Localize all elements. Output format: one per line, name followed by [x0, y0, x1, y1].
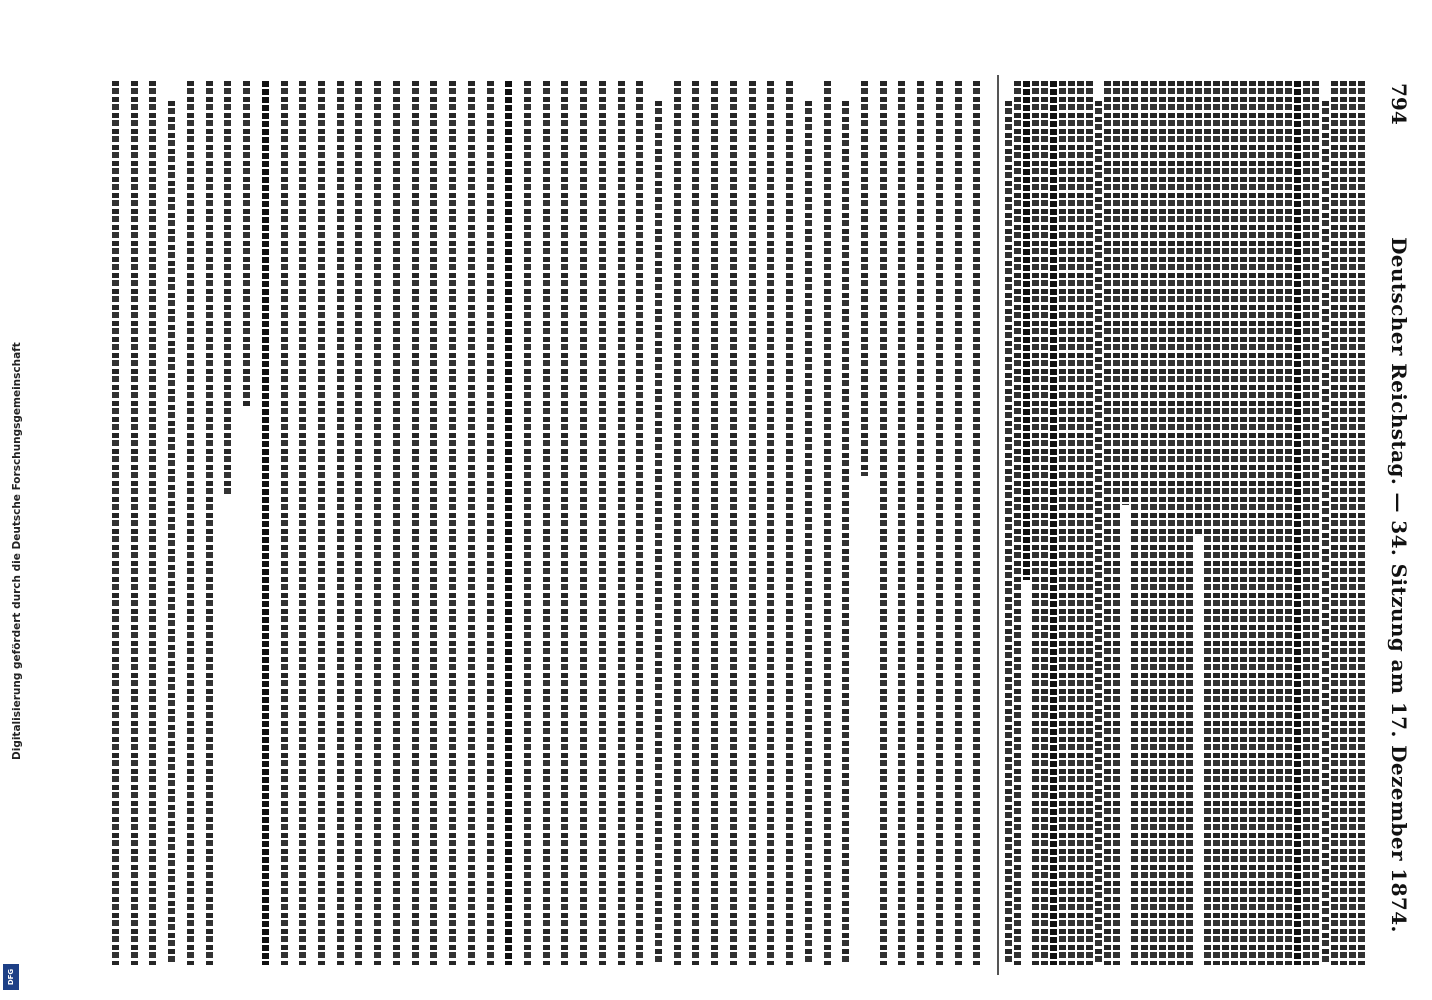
text-line	[299, 81, 306, 965]
text-line	[1104, 81, 1111, 965]
text-line	[1186, 81, 1193, 965]
text-line	[430, 81, 437, 965]
text-line	[561, 81, 568, 965]
text-line	[524, 81, 531, 965]
text-line	[150, 81, 157, 965]
text-line	[1358, 81, 1365, 965]
text-line	[1322, 101, 1329, 965]
text-line	[1177, 81, 1184, 965]
text-line	[692, 81, 699, 965]
text-line	[131, 81, 138, 965]
text-line	[1141, 81, 1148, 965]
text-line	[1349, 81, 1356, 965]
text-line	[449, 81, 456, 965]
text-line	[1340, 81, 1347, 965]
page-header	[1371, 75, 1415, 975]
column-divider	[997, 75, 999, 975]
text-line	[112, 81, 119, 965]
credit-strip	[0, 0, 22, 1000]
text-line	[281, 81, 288, 965]
text-line	[318, 81, 325, 965]
text-line	[1213, 81, 1220, 965]
text-line	[749, 81, 756, 965]
text-line	[1258, 81, 1265, 965]
text-line	[767, 81, 774, 965]
page-title: Deutscher Reichstag. — 34. Sitzung am 17. Dezember 1874.	[1387, 237, 1411, 933]
digitization-credit: Digitalisierung gefördert durch die Deutsche Forschungsgemeinschaft	[11, 342, 23, 760]
text-line	[936, 81, 943, 965]
text-line	[1059, 81, 1066, 965]
text-line	[1294, 81, 1301, 965]
text-line	[599, 81, 606, 965]
text-line	[898, 81, 905, 965]
text-line	[1150, 81, 1157, 965]
text-line	[355, 81, 362, 965]
text-line	[1005, 101, 1012, 965]
text-line	[1050, 81, 1057, 965]
text-line	[1032, 81, 1039, 965]
text-line	[1313, 81, 1320, 965]
text-line	[543, 81, 550, 965]
text-line	[805, 101, 812, 965]
text-line	[1159, 81, 1166, 965]
page-number: 794	[1387, 83, 1411, 125]
text-line	[955, 81, 962, 965]
text-column-2	[105, 75, 985, 975]
dfg-logo	[3, 964, 19, 990]
text-line	[1303, 81, 1310, 965]
text-line	[1113, 81, 1120, 965]
text-line	[1086, 81, 1093, 965]
text-line	[1195, 81, 1202, 536]
text-line	[1204, 81, 1211, 965]
text-line	[917, 81, 924, 965]
text-line	[580, 81, 587, 965]
text-line	[412, 81, 419, 965]
text-line	[374, 81, 381, 965]
text-line	[243, 81, 250, 407]
text-line	[973, 81, 980, 965]
text-line	[487, 81, 494, 965]
text-line	[1285, 81, 1292, 965]
text-line	[224, 81, 231, 497]
text-line	[1267, 81, 1274, 965]
text-line	[468, 81, 475, 965]
text-line	[206, 81, 213, 965]
text-line	[1068, 81, 1075, 965]
text-line	[618, 81, 625, 965]
text-line	[1132, 81, 1139, 965]
dfg-logo-text: DFG	[7, 968, 15, 986]
text-line	[337, 81, 344, 965]
text-line	[1276, 81, 1283, 965]
text-line	[655, 101, 662, 965]
text-line	[786, 81, 793, 965]
text-line	[1249, 81, 1256, 965]
text-line	[505, 81, 512, 965]
text-line	[842, 101, 849, 965]
text-line	[1231, 81, 1238, 965]
text-line	[1014, 81, 1021, 965]
text-line	[861, 81, 868, 476]
newspaper-page	[85, 75, 1415, 975]
text-line	[730, 81, 737, 965]
text-line	[1077, 81, 1084, 965]
text-line	[1095, 101, 1102, 965]
text-line	[880, 81, 887, 965]
text-line	[1041, 81, 1048, 965]
text-line	[824, 81, 831, 965]
text-line	[1168, 81, 1175, 965]
text-line	[393, 81, 400, 965]
text-column-1	[1005, 75, 1367, 975]
text-line	[1122, 81, 1129, 505]
text-line	[1331, 81, 1338, 965]
text-line	[636, 81, 643, 965]
text-line	[711, 81, 718, 965]
text-line	[1023, 81, 1030, 580]
text-line	[168, 101, 175, 965]
text-line	[1222, 81, 1229, 965]
text-line	[187, 81, 194, 965]
text-line	[674, 81, 681, 965]
text-line	[262, 81, 269, 965]
text-line	[1240, 81, 1247, 965]
